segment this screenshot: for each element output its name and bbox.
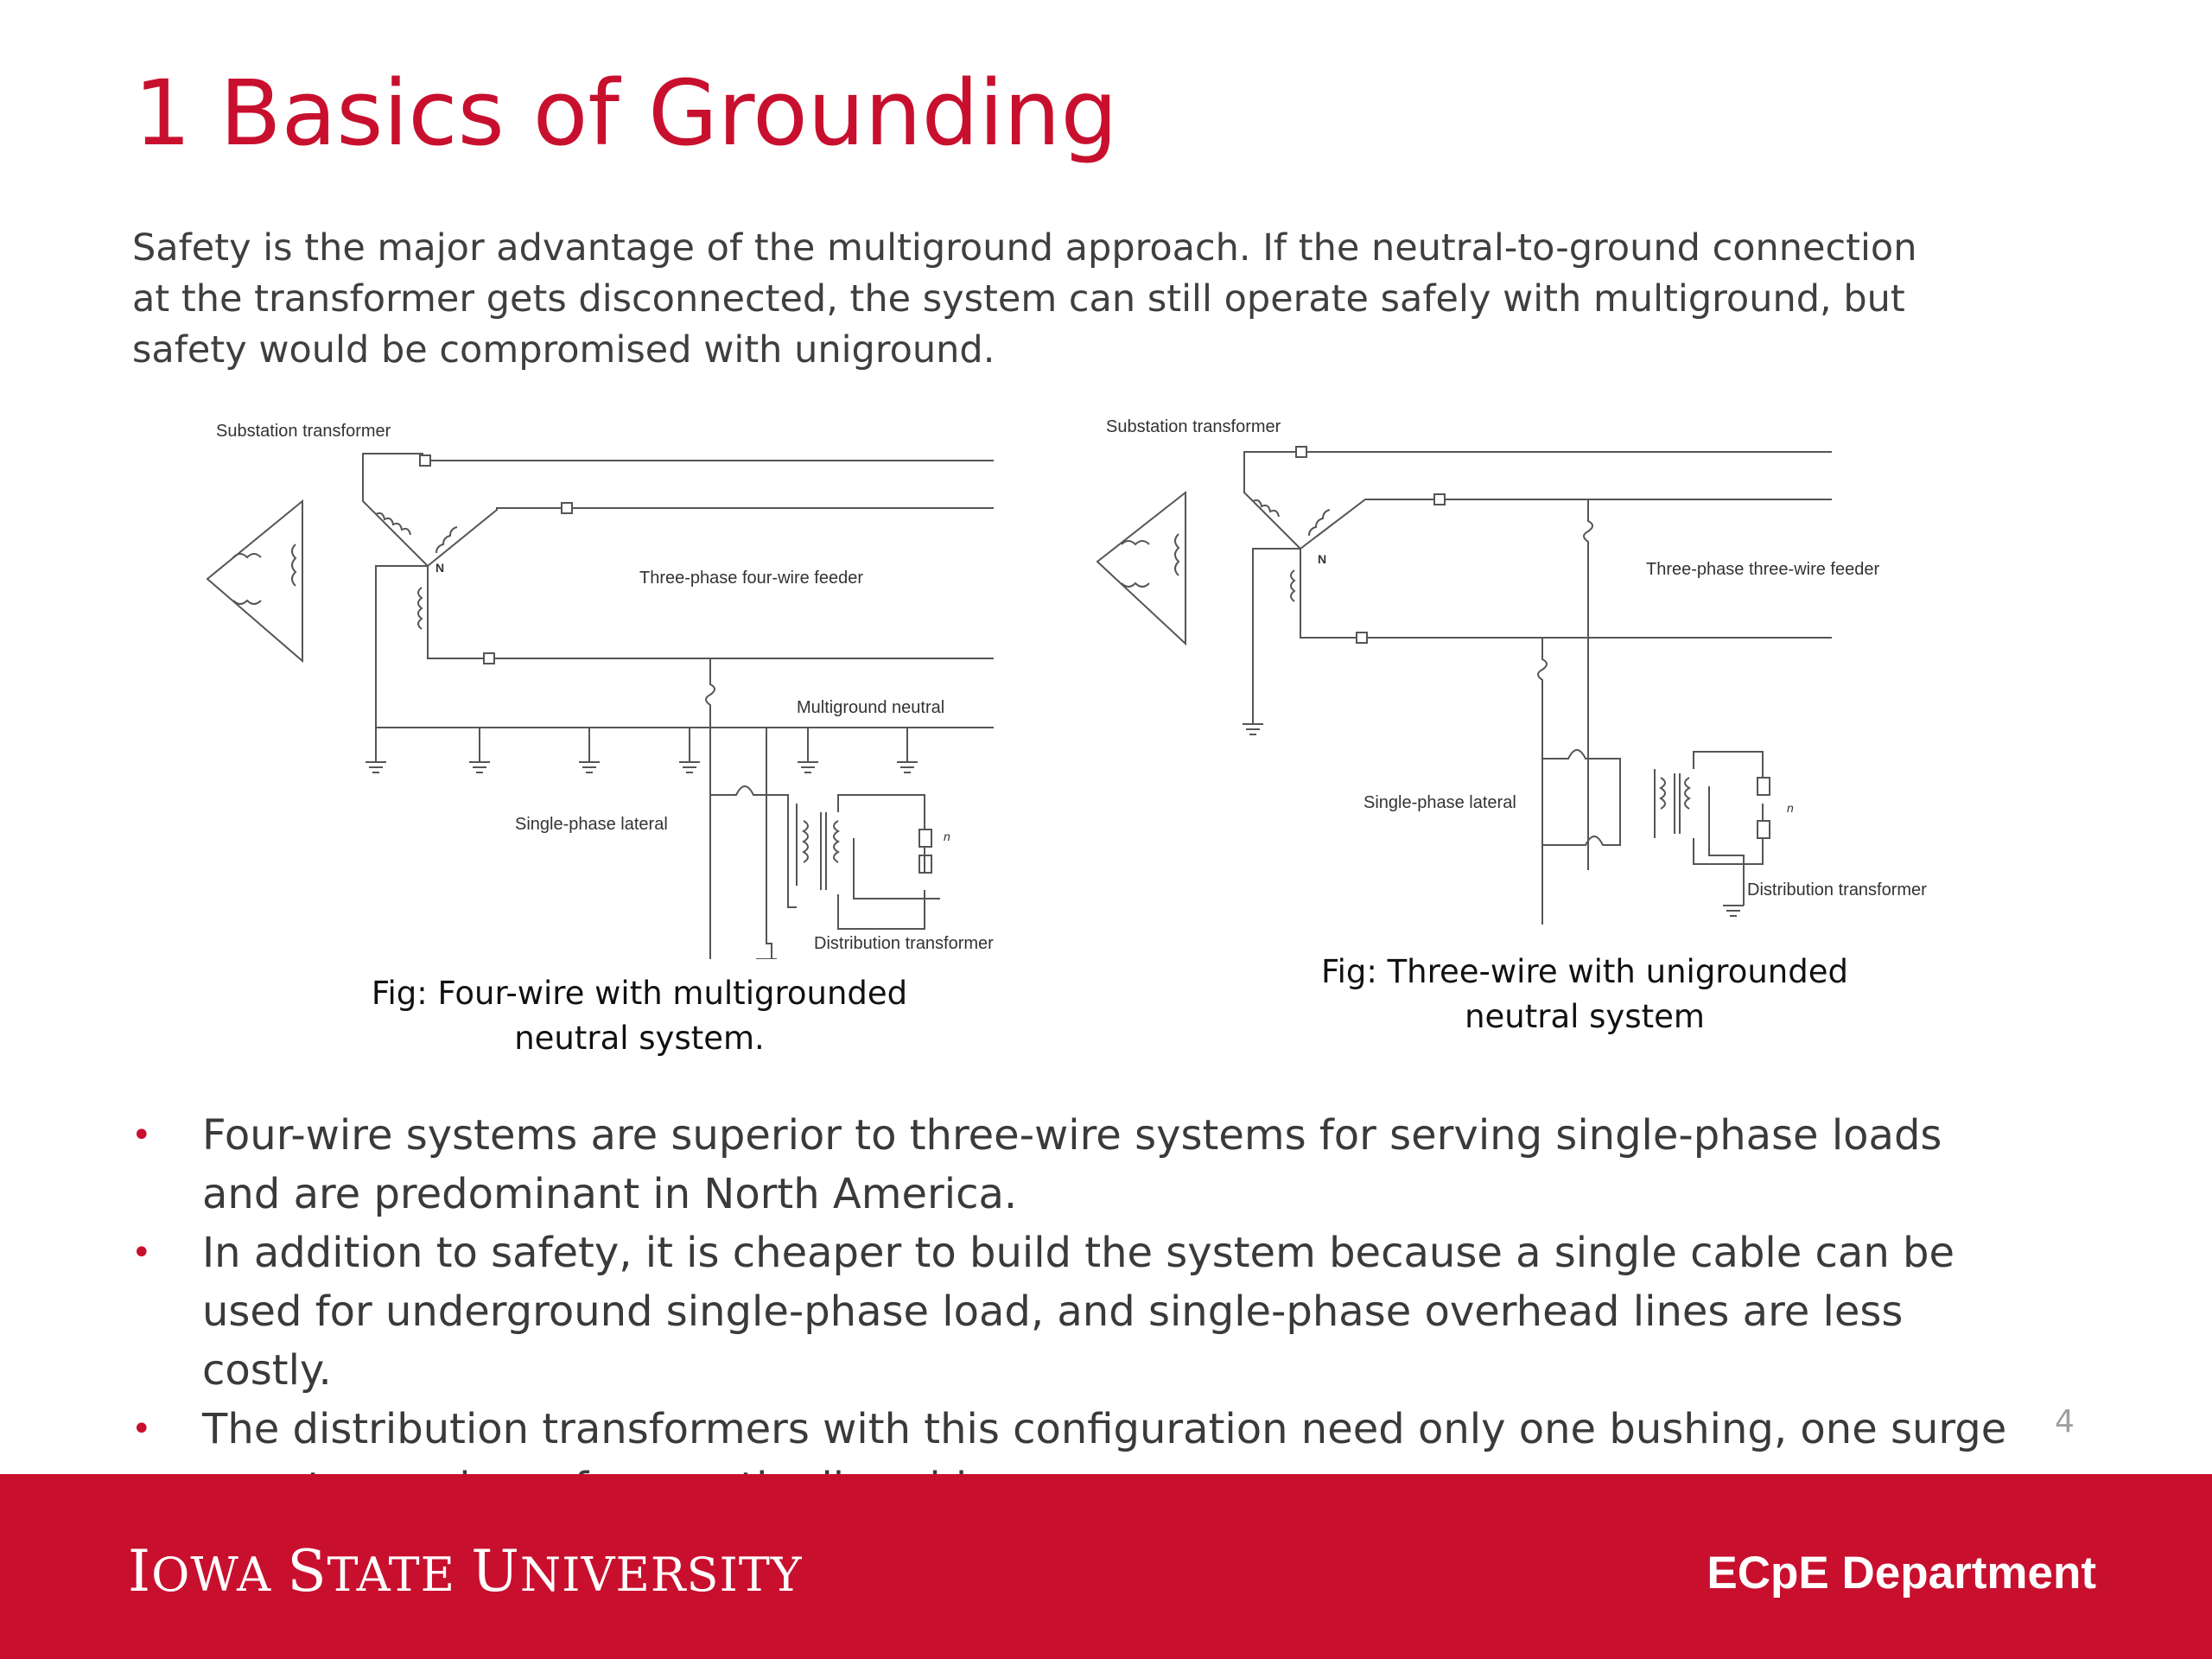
list-item (130, 1106, 2013, 1224)
bullet-marker: • (131, 1116, 152, 1155)
label-neutral: Multiground neutral (797, 698, 945, 717)
caption-left-line1: Fig: Four-wire with multigrounded (371, 975, 908, 1012)
label-substation: Substation transformer (1106, 417, 1281, 436)
label-distribution: Distribution transformer (1747, 880, 1927, 899)
intro-paragraph: Safety is the major advantage of the multiground approach. If the neutral-to-ground connection at the transformer gets disconnected, the system can still operate safely with multiground, but safety would be compromised with uniground. (132, 226, 1917, 372)
logo-part: TATE (327, 1548, 472, 1602)
bullet-text: The distribution transformers with this configuration need only one bushing, one surge (202, 1405, 2007, 1453)
department-name: ECpE Department (1707, 1548, 2096, 1599)
logo-part: NIVERSITY (519, 1548, 803, 1602)
bushing-b (1434, 494, 1445, 505)
bullet-marker: • (131, 1233, 152, 1273)
label-lateral: Single-phase lateral (1363, 793, 1516, 812)
bullet-marker: • (131, 1409, 152, 1449)
label-distribution: Distribution transformer (814, 934, 994, 953)
bullet-text: In addition to safety, it is cheaper to build the system because a single cable can be used for underground single-phase load, and single-phase overhead lines are less costly. (202, 1229, 1955, 1395)
logo-part: OWA (151, 1548, 288, 1602)
label-n-lower: n (944, 830, 950, 843)
label-lateral: Single-phase lateral (515, 815, 668, 834)
university-logo (128, 1538, 803, 1605)
caption-right-line2: neutral system (1465, 998, 1705, 1035)
label-n-upper: N (435, 561, 445, 575)
bushing-c (1357, 632, 1367, 643)
label-feeder: Three-phase four-wire feeder (639, 569, 864, 588)
page-number: 4 (2055, 1404, 2075, 1440)
bullet-list (130, 1106, 2013, 1517)
bullet-text: Four-wire systems are superior to three-wire systems for serving single-phase loads and are predominant in North America. (202, 1111, 1942, 1218)
bushing-c (484, 653, 494, 664)
slide-title: 1 Basics of Grounding (134, 60, 1118, 166)
ground-symbols (365, 728, 918, 772)
delta-winding-symbol (207, 501, 302, 661)
label-n-lower: n (1787, 801, 1794, 815)
caption-right (1291, 950, 1878, 1039)
caption-left (346, 971, 933, 1061)
logo-part: I (128, 1538, 152, 1605)
list-item (130, 1224, 2013, 1400)
caption-right-line1: Fig: Three-wire with unigrounded (1321, 953, 1848, 990)
label-n-upper: N (1318, 552, 1327, 566)
label-feeder: Three-phase three-wire feeder (1646, 560, 1880, 579)
footer-bar (0, 1474, 2212, 1659)
logo-part: U (471, 1538, 520, 1605)
three-wire-diagram (1089, 406, 1944, 925)
bushing-b (562, 503, 572, 513)
four-wire-diagram (199, 415, 1028, 959)
delta-winding-symbol (1097, 493, 1185, 644)
label-substation: Substation transformer (216, 422, 391, 441)
bushing-a (1296, 447, 1306, 457)
caption-left-line2: neutral system. (514, 1020, 765, 1057)
bushing-a (420, 455, 430, 466)
logo-part: S (287, 1538, 327, 1605)
